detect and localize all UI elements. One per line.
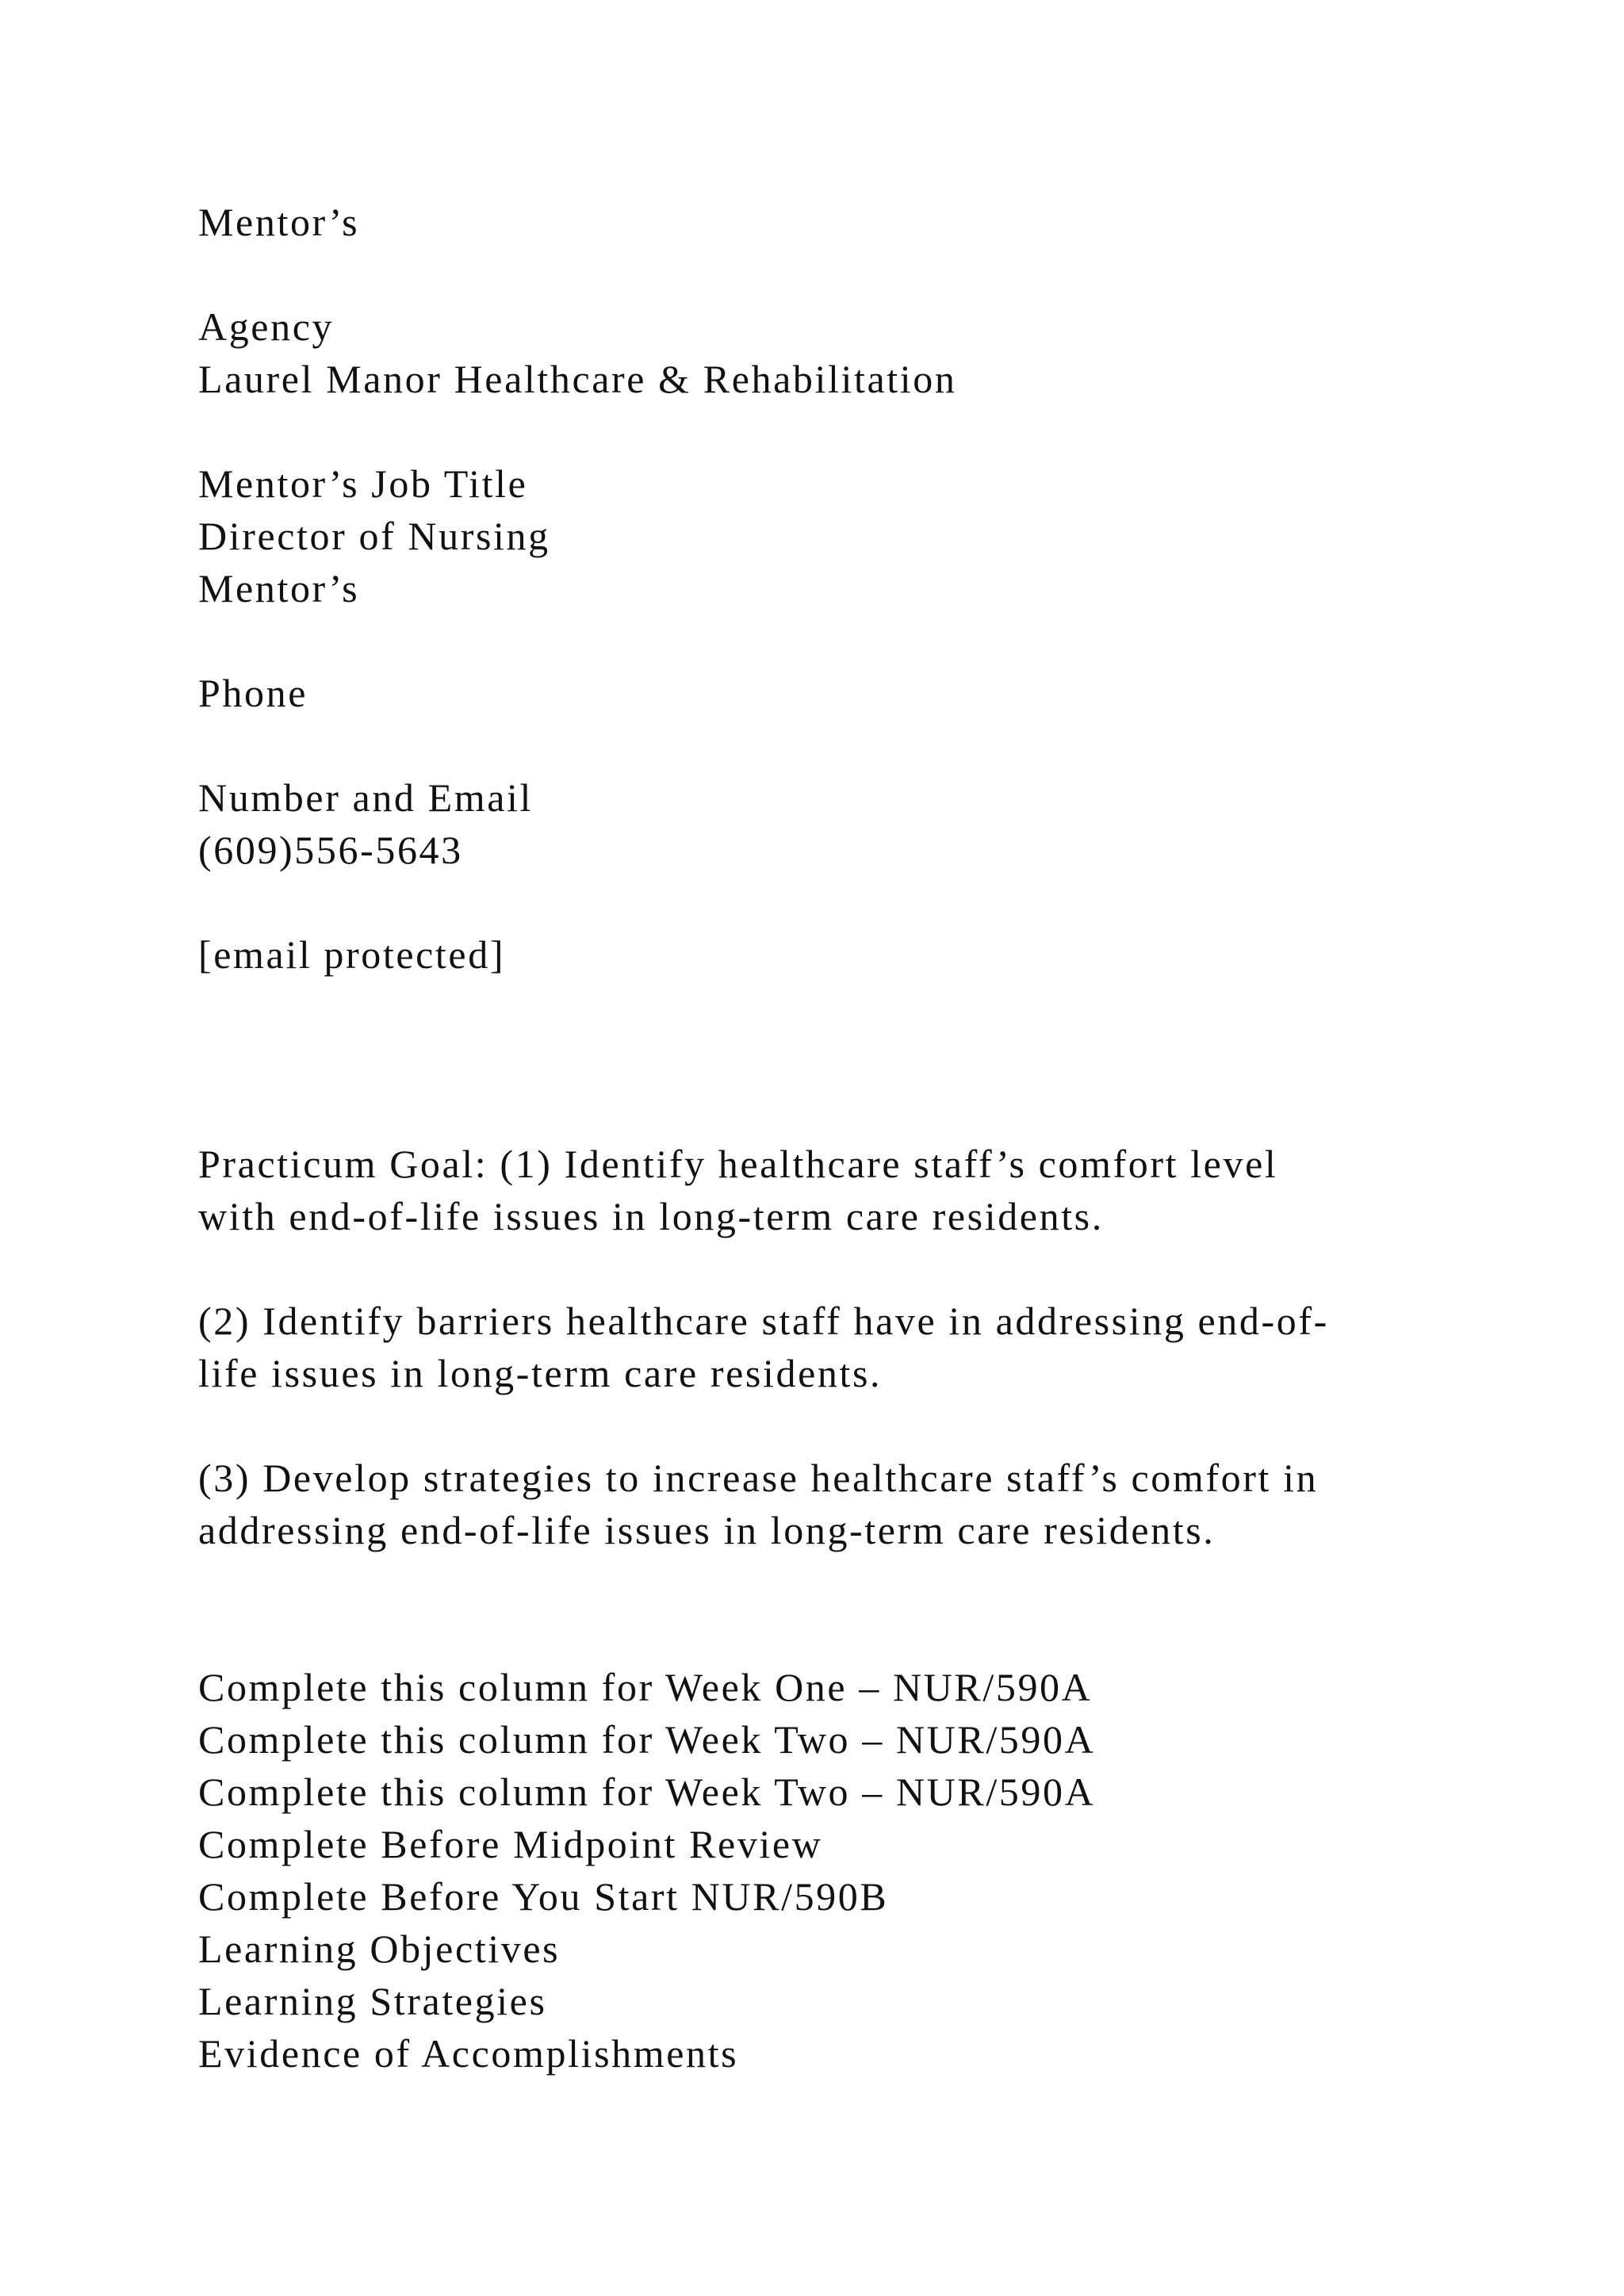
column-heading-week-two-repeat: Complete this column for Week Two – NUR/590A bbox=[198, 1770, 1096, 1814]
goal-1-line-2: with end-of-life issues in long-term care residents. bbox=[198, 1194, 1104, 1238]
job-title-value: Director of Nursing bbox=[198, 514, 550, 558]
goal-3-line-2: addressing end-of-life issues in long-term care residents. bbox=[198, 1508, 1216, 1552]
job-title-label: Mentor’s Job Title bbox=[198, 461, 528, 506]
mentor-label-2: Mentor’s bbox=[198, 566, 360, 610]
column-heading-learning-objectives: Learning Objectives bbox=[198, 1927, 561, 1971]
number-email-label: Number and Email bbox=[198, 775, 534, 820]
goal-2-line-2: life issues in long-term care residents. bbox=[198, 1351, 883, 1395]
column-heading-midpoint: Complete Before Midpoint Review bbox=[198, 1822, 823, 1866]
agency-value: Laurel Manor Healthcare & Rehabilitation bbox=[198, 357, 957, 401]
goal-3-line-1: (3) Develop strategies to increase healthcare staff’s comfort in bbox=[198, 1456, 1319, 1500]
column-heading-evidence: Evidence of Accomplishments bbox=[198, 2031, 739, 2076]
column-heading-week-two: Complete this column for Week Two – NUR/590A bbox=[198, 1717, 1096, 1762]
column-heading-week-one: Complete this column for Week One – NUR/590A bbox=[198, 1665, 1093, 1709]
column-heading-learning-strategies: Learning Strategies bbox=[198, 1979, 547, 2023]
column-heading-nur590b: Complete Before You Start NUR/590B bbox=[198, 1874, 889, 1919]
phone-label: Phone bbox=[198, 671, 308, 715]
email-value: [email protected] bbox=[198, 932, 506, 977]
goal-2-line-1: (2) Identify barriers healthcare staff have in addressing end-of- bbox=[198, 1299, 1329, 1343]
phone-value: (609)556-5643 bbox=[198, 828, 463, 872]
agency-label: Agency bbox=[198, 304, 335, 349]
goal-1-line-1: Practicum Goal: (1) Identify healthcare staff’s comfort level bbox=[198, 1142, 1278, 1186]
mentor-label: Mentor’s bbox=[198, 200, 360, 244]
